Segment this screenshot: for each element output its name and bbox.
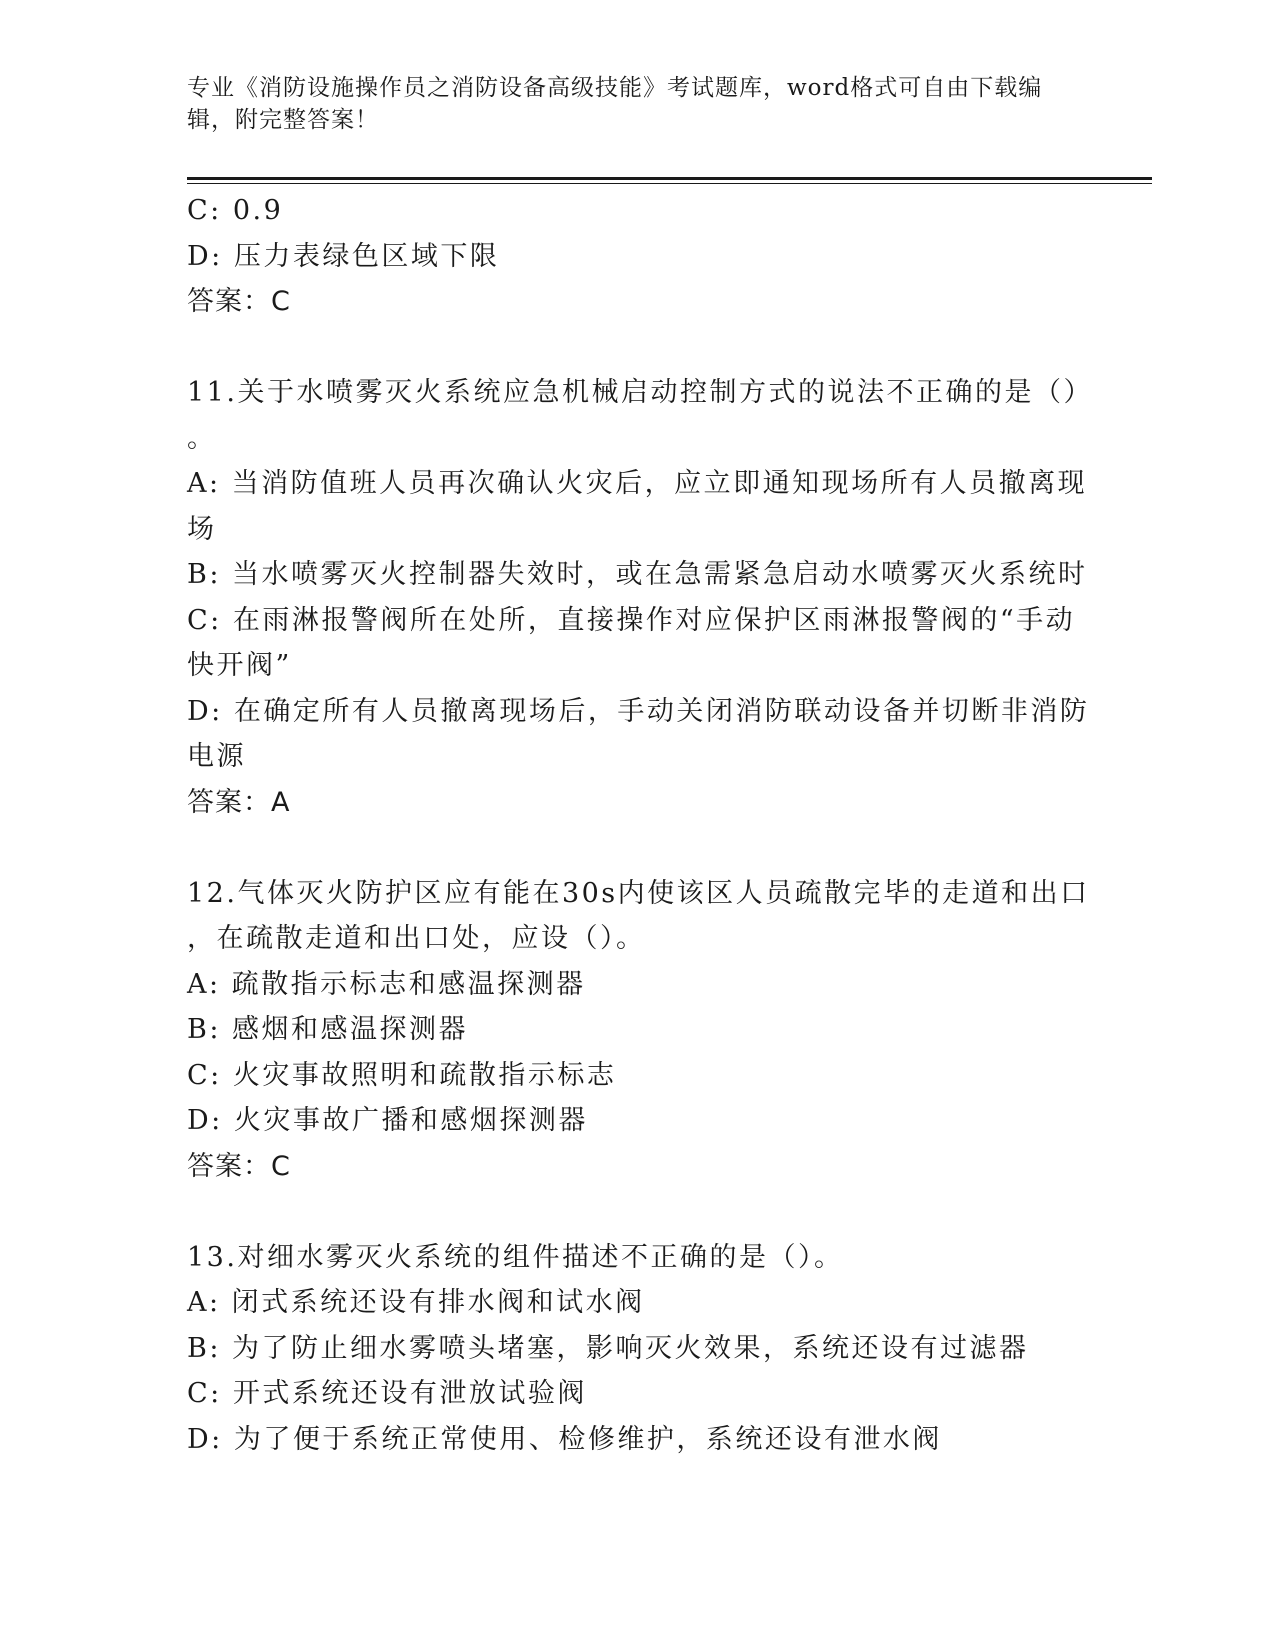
header-line: 专业《消防设施操作员之消防设备高级技能》考试题库，word格式可自由下载编 (187, 75, 1043, 101)
option-line: C: 0.9 (187, 195, 284, 226)
option-line: C: 开式系统还设有泄放试验阀 (187, 1378, 587, 1409)
option-line: C: 在雨淋报警阀所在处所，直接操作对应保护区雨淋报警阀的“手动 (187, 604, 1076, 636)
option-line: D: 压力表绿色区域下限 (187, 240, 500, 272)
question-stem: ，在疏散走道和出口处，应设（）。 (187, 923, 646, 954)
question-stem: 12.气体灭火防护区应有能在30s内使该区人员疏散完毕的走道和出口 (187, 877, 1090, 909)
option-line: 场 (187, 513, 217, 545)
question-content (187, 188, 1093, 1462)
option-line: D: 火灾事故广播和感烟探测器 (187, 1105, 588, 1136)
question-stem: 。 (187, 422, 217, 454)
spacer (187, 325, 1087, 371)
question-stem: 11.关于水喷雾灭火系统应急机械启动控制方式的说法不正确的是（） (187, 377, 1093, 408)
option-line: D: 在确定所有人员撤离现场后，手动关闭消防联动设备并切断非消防 (187, 695, 1090, 727)
header-divider-thin (187, 183, 1152, 184)
option-line: 电源 (187, 741, 246, 772)
option-line: A: 闭式系统还设有排水阀和试水阀 (187, 1287, 645, 1318)
option-line: D: 为了便于系统正常使用、检修维护，系统还设有泄水阀 (187, 1423, 942, 1455)
header-divider-thick (187, 177, 1152, 180)
option-line: C: 火灾事故照明和疏散指示标志 (187, 1059, 617, 1091)
option-line: A: 疏散指示标志和感温探测器 (187, 968, 586, 1000)
page-header (187, 72, 1067, 136)
spacer (187, 1189, 1087, 1235)
answer-line: 答案：C (187, 1150, 291, 1182)
option-line: A: 当消防值班人员再次确认火灾后，应立即通知现场所有人员撤离现 (187, 468, 1088, 499)
answer-line: 答案：A (187, 786, 291, 818)
option-line: B: 感烟和感温探测器 (187, 1014, 469, 1045)
option-line: B: 为了防止细水雾喷头堵塞，影响灭火效果，系统还设有过滤器 (187, 1332, 1029, 1364)
question-stem: 13.对细水雾灭火系统的组件描述不正确的是（）。 (187, 1241, 844, 1273)
option-line: 快开阀” (187, 650, 292, 681)
answer-line: 答案：C (187, 286, 291, 317)
spacer (187, 825, 1087, 871)
header-line: 辑，附完整答案！ (187, 107, 379, 133)
option-line: B: 当水喷雾灭火控制器失效时，或在急需紧急启动水喷雾灭火系统时 (187, 559, 1088, 590)
